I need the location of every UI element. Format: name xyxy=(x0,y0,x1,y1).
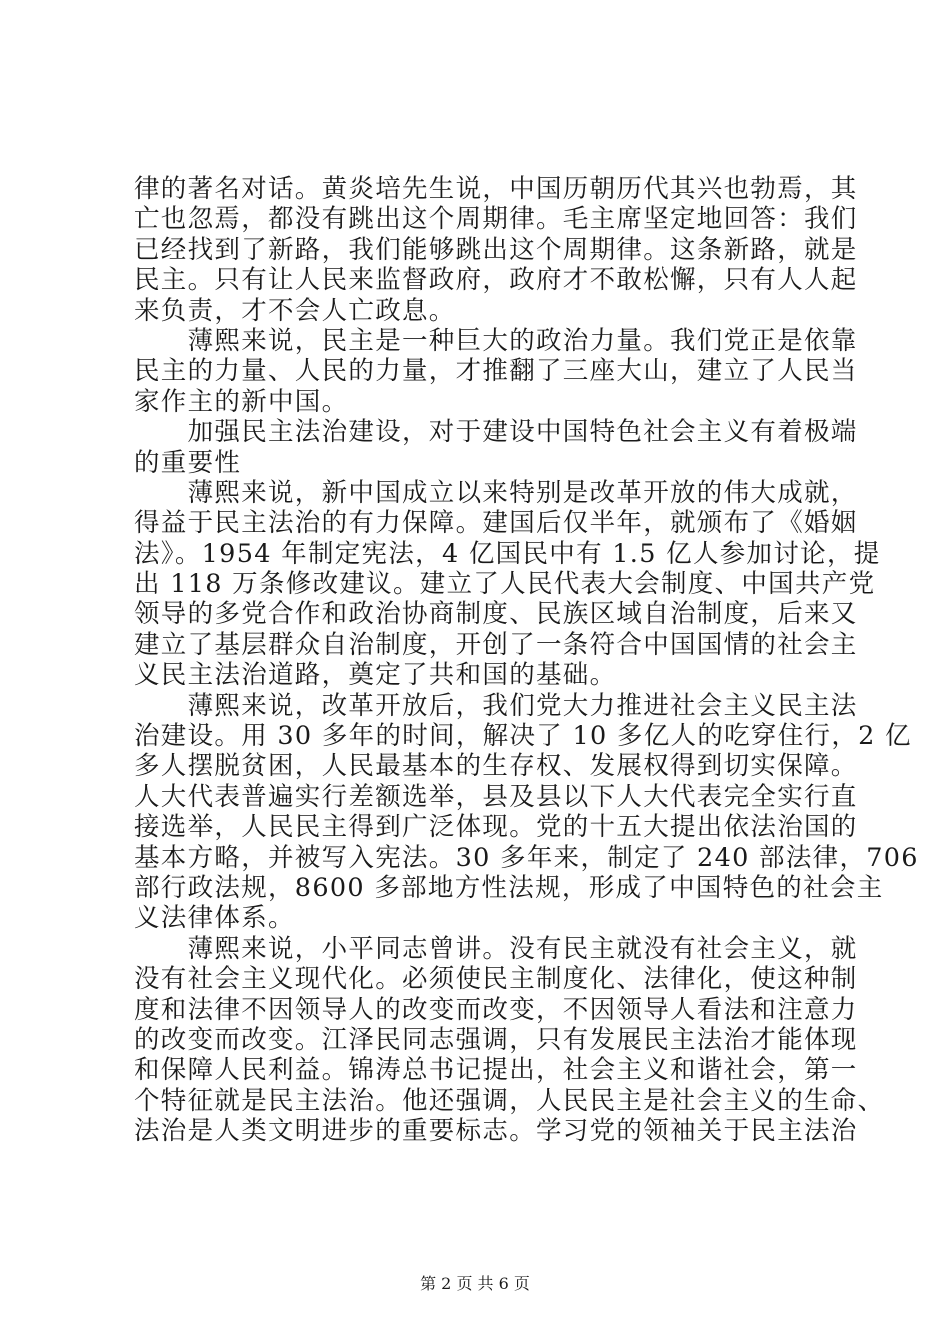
text-line: 义民主法治道路，奠定了共和国的基础。 xyxy=(134,660,617,691)
text-line: 多人摆脱贫困，人民最基本的生存权、发展权得到切实保障。 xyxy=(134,751,858,782)
text-line: 来负责，才不会人亡政息。 xyxy=(134,295,456,326)
text-line: 的改变而改变。江泽民同志强调，只有发展民主法治才能体现 xyxy=(134,1024,858,1055)
text-line: 法治是人类文明进步的重要标志。学习党的领袖关于民主法治 xyxy=(134,1116,858,1147)
text-line: 民主。只有让人民来监督政府，政府才不敢松懈，只有人人起 xyxy=(134,265,858,296)
text-line: 亡也忽焉，都没有跳出这个周期律。毛主席坚定地回答：我们 xyxy=(134,204,858,235)
text-line: 个特征就是民主法治。他还强调，人民民主是社会主义的生命、 xyxy=(134,1085,885,1116)
text-line: 度和法律不因领导人的改变而改变，不因领导人看法和注意力 xyxy=(134,994,858,1025)
page-number-label: 第 2 页 共 6 页 xyxy=(420,1274,530,1293)
text-line: 法》。1954 年制定宪法，4 亿国民中有 1.5 亿人参加讨论，提 xyxy=(134,538,881,569)
text-line: 领导的多党合作和政治协商制度、民族区域自治制度，后来又 xyxy=(134,599,858,630)
text-line: 薄熙来说，改革开放后，我们党大力推进社会主义民主法 xyxy=(134,690,858,721)
text-line: 薄熙来说，小平同志曾讲。没有民主就没有社会主义，就 xyxy=(134,933,858,964)
text-line: 家作主的新中国。 xyxy=(134,386,349,417)
text-line: 部行政法规，8600 多部地方性法规，形成了中国特色的社会主 xyxy=(134,872,884,903)
text-line: 基本方略，并被写入宪法。30 多年来，制定了 240 部法律，706 xyxy=(134,842,919,873)
text-line: 治建设。用 30 多年的时间，解决了 10 多亿人的吃穿住行，2 亿 xyxy=(134,721,912,752)
text-line: 和保障人民利益。锦涛总书记提出，社会主义和谐社会，第一 xyxy=(134,1055,858,1086)
text-line: 薄熙来说，民主是一种巨大的政治力量。我们党正是依靠 xyxy=(134,325,858,356)
text-line: 没有社会主义现代化。必须使民主制度化、法律化，使这种制 xyxy=(134,964,858,995)
document-body xyxy=(134,174,919,1147)
text-line: 接选举，人民民主得到广泛体现。党的十五大提出依法治国的 xyxy=(134,812,858,843)
text-line: 律的著名对话。黄炎培先生说，中国历朝历代其兴也勃焉，其 xyxy=(134,174,858,204)
section-heading-line: 的重要性 xyxy=(134,447,242,478)
text-line: 出 118 万条修改建议。建立了人民代表大会制度、中国共产党 xyxy=(134,569,876,600)
section-heading-line: 加强民主法治建设，对于建设中国特色社会主义有着极端 xyxy=(134,417,858,448)
text-line: 得益于民主法治的有力保障。建国后仅半年，就颁布了《婚姻 xyxy=(134,508,858,539)
page-footer xyxy=(0,1274,950,1294)
text-line: 人大代表普遍实行差额选举，县及县以下人大代表完全实行直 xyxy=(134,781,858,812)
text-line: 已经找到了新路，我们能够跳出这个周期律。这条新路，就是 xyxy=(134,234,858,265)
text-line: 建立了基层群众自治制度，开创了一条符合中国国情的社会主 xyxy=(134,629,858,660)
text-line: 民主的力量、人民的力量，才推翻了三座大山，建立了人民当 xyxy=(134,356,858,387)
text-line: 义法律体系。 xyxy=(134,903,295,934)
text-line: 薄熙来说，新中国成立以来特别是改革开放的伟大成就， xyxy=(134,477,858,508)
